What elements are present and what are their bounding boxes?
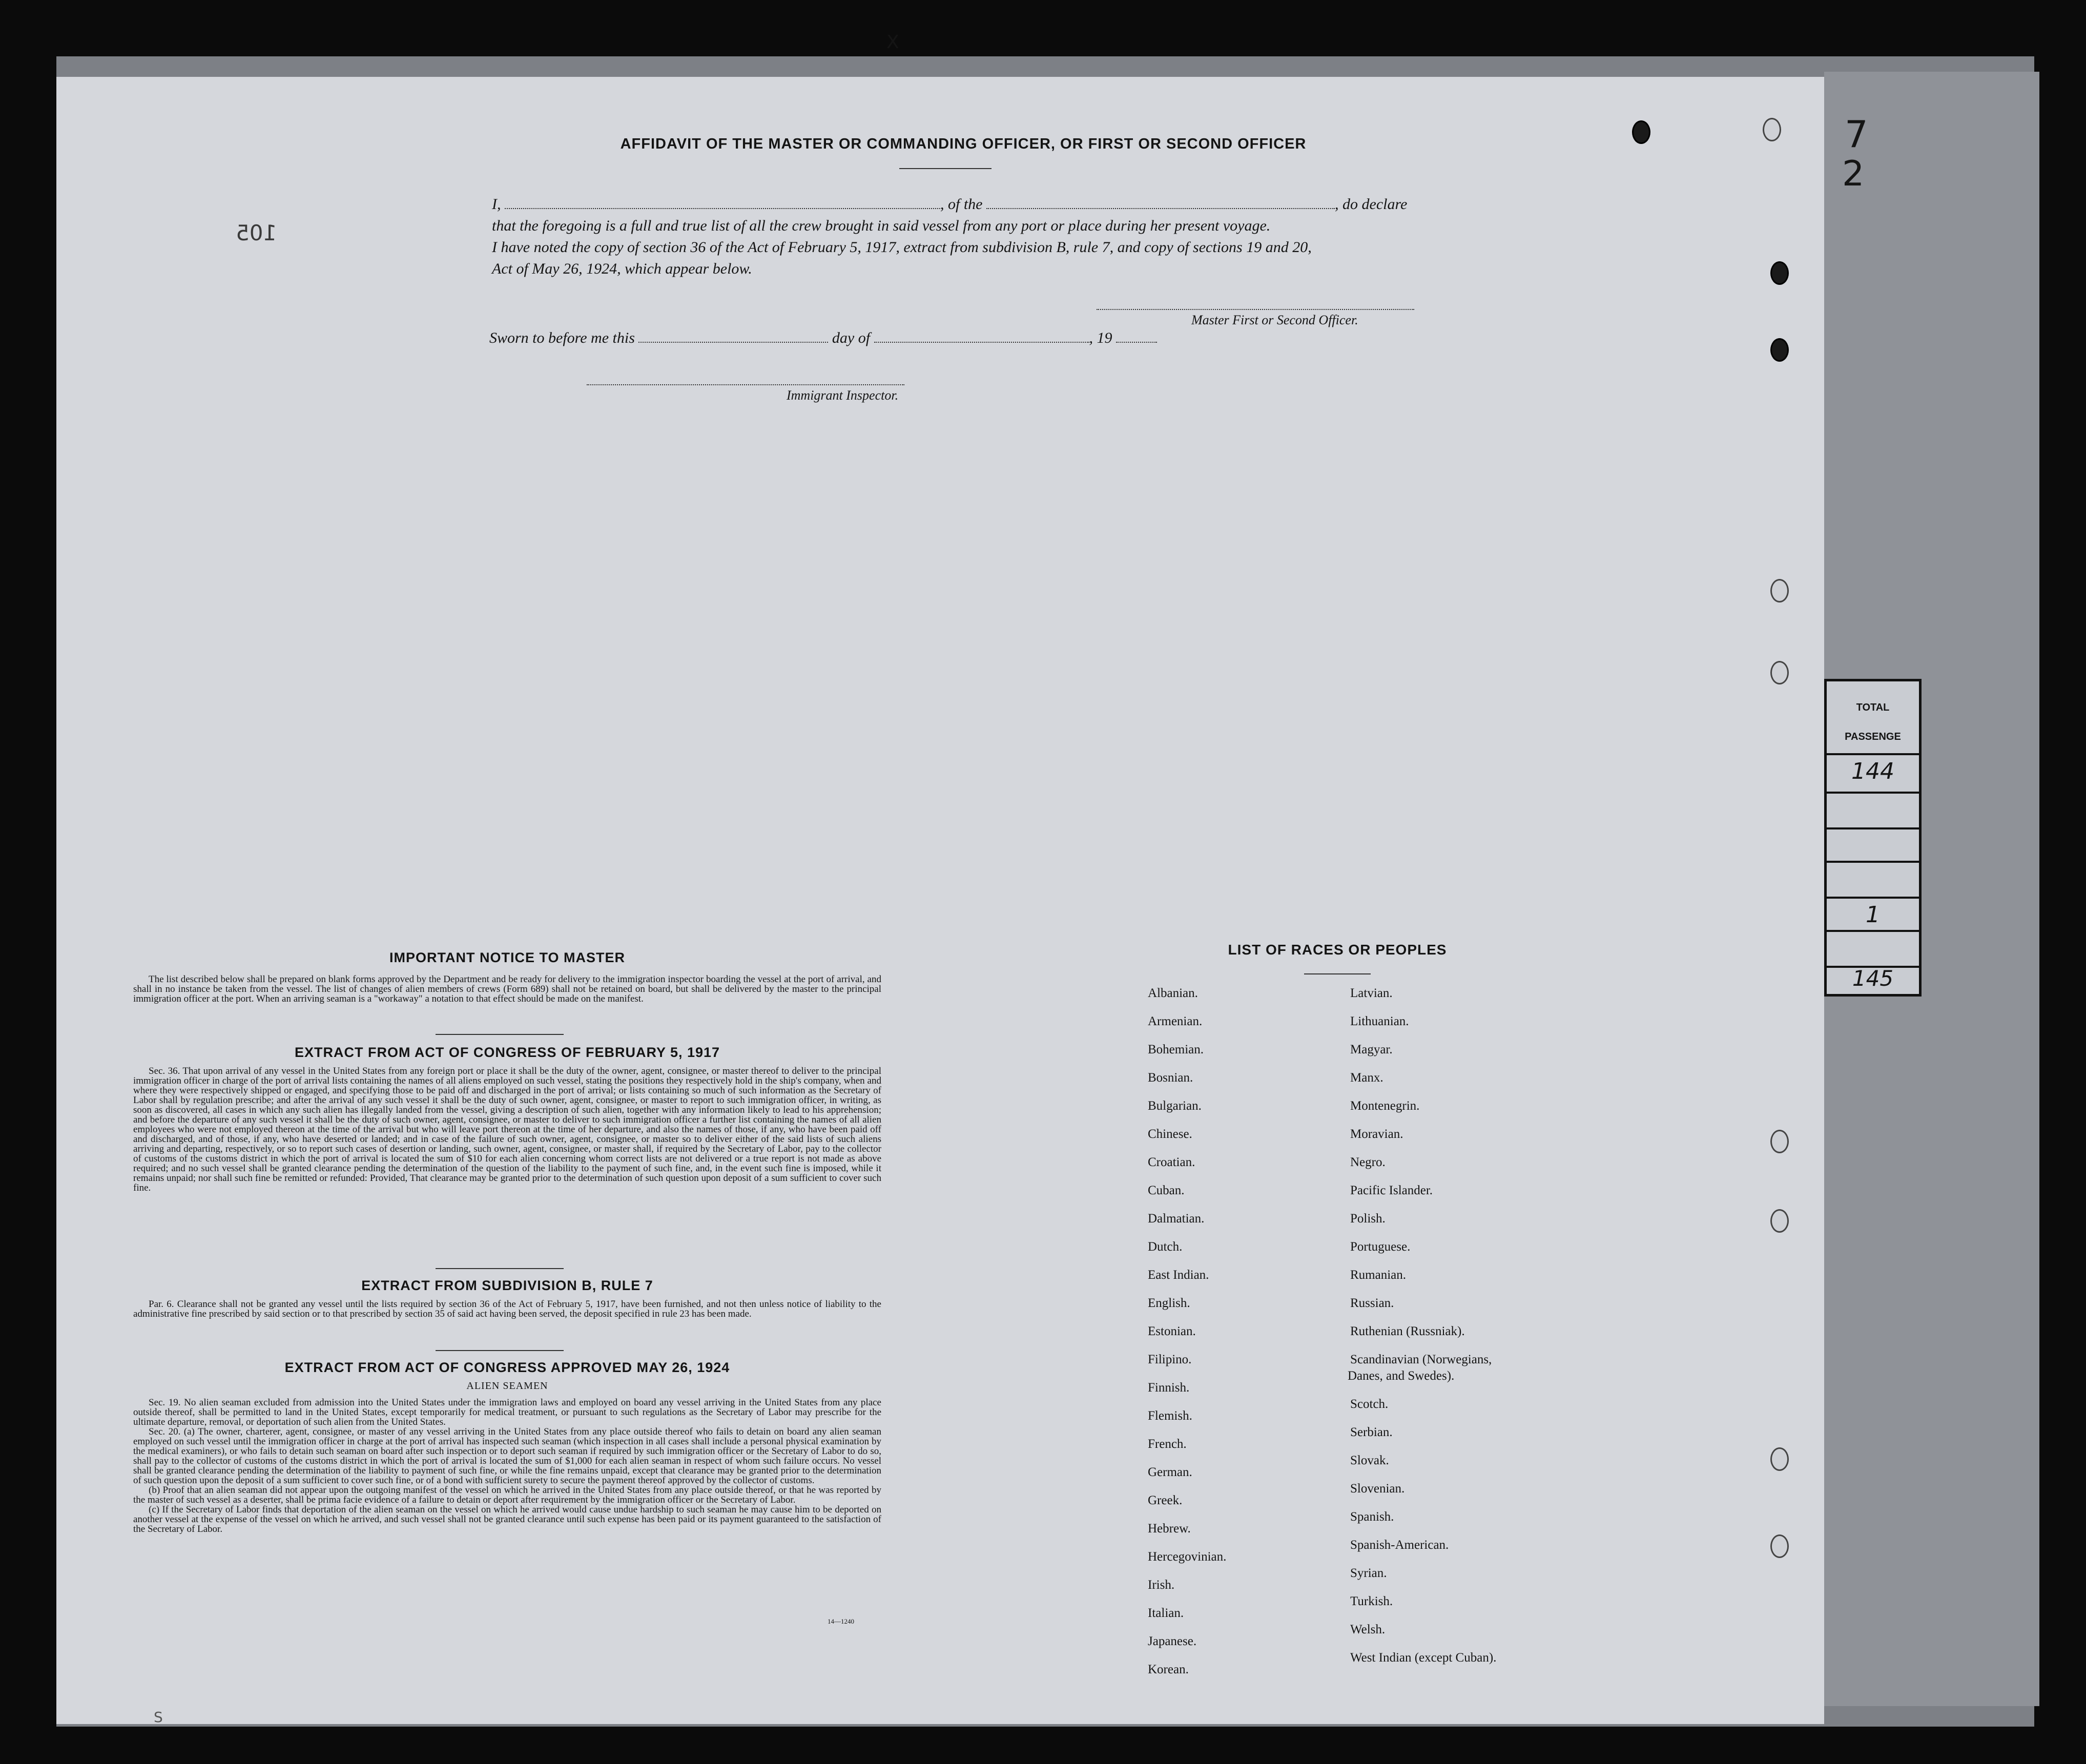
punch-hole: [1770, 261, 1789, 285]
affidavit-line-2: that the foregoing is a full and true list of all the crew brought in said vessel from any port or place during her present voyage.: [492, 217, 1271, 234]
extract-1917-section: [133, 1045, 881, 1193]
race-item: Hebrew.: [1148, 1522, 1191, 1535]
vessel-field[interactable]: [986, 197, 1335, 209]
race-item: West Indian (except Cuban).: [1350, 1651, 1497, 1665]
race-item: Albanian.: [1148, 986, 1198, 1000]
race-item: Dutch.: [1148, 1240, 1183, 1254]
race-item: Flemish.: [1148, 1409, 1192, 1423]
sworn-year: , 19: [1089, 329, 1112, 346]
sec-20b-text: (b) Proof that an alien seaman did not appear upon the outgoing manifest of the vessel on which he arrived in the United States from any place outside thereof, or that he was reported by the master of such vessel as a deserter, shall be prima facie evidence of a failure to detain or deport after requirement by the immigration officer or the Secretary of Labor.: [133, 1485, 881, 1505]
race-item: Slovak.: [1350, 1454, 1389, 1467]
punch-hole: [1763, 118, 1781, 141]
tally-value-2: 1: [1866, 902, 1880, 928]
race-item: Serbian.: [1350, 1425, 1393, 1439]
sec-19-text: Sec. 19. No alien seaman excluded from admission into the United States under the immigration laws and employed on board any vessel arriving in the United States from any place outside thereof, shall be permitted to land in the United States, except temporarily for medical treatment, or pursuant to such regulations as the Secretary of Labor may prescribe for the ultimate departure, removal, or deportation of such alien from the United States.: [133, 1397, 881, 1427]
affidavit-title: AFFIDAVIT OF THE MASTER OR COMMANDING OFFICER, OR FIRST OR SECOND OFFICER: [620, 136, 1307, 152]
race-item: Turkish.: [1350, 1594, 1393, 1608]
sworn-line: [489, 329, 1157, 347]
race-item: Lithuanian.: [1350, 1014, 1409, 1028]
name-field[interactable]: [505, 197, 940, 209]
race-item: Portuguese.: [1350, 1240, 1411, 1254]
form-number: 14—1240: [828, 1617, 854, 1625]
race-item: Moravian.: [1350, 1127, 1403, 1141]
affidavit-i: I,: [492, 196, 501, 213]
race-item: Cuban.: [1148, 1184, 1185, 1197]
top-x-mark: X: [886, 32, 899, 53]
section-rule: [436, 1350, 564, 1351]
races-title: LIST OF RACES OR PEOPLES: [1228, 942, 1447, 958]
race-item: English.: [1148, 1296, 1190, 1310]
notice-section: [133, 950, 881, 1004]
race-item: Montenegrin.: [1350, 1099, 1420, 1113]
sworn-day-of: day of: [832, 329, 871, 346]
race-item: Polish.: [1350, 1212, 1386, 1226]
extract-1924-title: EXTRACT FROM ACT OF CONGRESS APPROVED MAY 26, 1924: [284, 1360, 730, 1375]
sworn-month-field[interactable]: [874, 330, 1089, 343]
section-rule: [436, 1034, 564, 1035]
title-rule: [899, 168, 992, 169]
race-item: Ruthenian (Russniak).: [1350, 1324, 1465, 1338]
race-item: Syrian.: [1350, 1566, 1387, 1580]
race-item: German.: [1148, 1465, 1192, 1479]
sec-20c-text: (c) If the Secretary of Labor finds that deportation of the alien seaman on the vessel on which he arrived would cause undue hardship to such seaman he may cause him to be deported on another vessel at the expense of the vessel on which he arrived, and such vessel shall not be granted clearance until such expense has been paid or its payment guaranteed to the satisfaction of the Secretary of Labor.: [133, 1504, 881, 1534]
bottom-mark: S: [154, 1709, 163, 1726]
race-item: Bosnian.: [1148, 1071, 1193, 1085]
rule7-text: Par. 6. Clearance shall not be granted any vessel until the lists required by section 36 of the Act of February 5, 1917, have been furnished, and not then unless notice of liability to the administrative fine prescribed by said section or to that prescribed by section 35 of said act having been served, the deposit specified in rule 23 has been made.: [133, 1299, 881, 1319]
race-item: Latvian.: [1350, 986, 1393, 1000]
race-item: East Indian.: [1148, 1268, 1209, 1282]
passenger-tally-box: [1824, 679, 1922, 997]
races-title-rule: [1304, 973, 1371, 974]
rule7-title: EXTRACT FROM SUBDIVISION B, RULE 7: [361, 1278, 653, 1293]
race-item: Rumanian.: [1350, 1268, 1407, 1282]
race-item: Irish.: [1148, 1578, 1175, 1592]
inspector-label: Immigrant Inspector.: [787, 388, 899, 403]
affidavit-text: [492, 194, 1435, 280]
margin-digit-2: 2: [1842, 154, 1865, 194]
extract-1924-section: [133, 1360, 881, 1534]
extract-1924-subtitle: ALIEN SEAMEN: [466, 1380, 548, 1392]
race-item: Manx.: [1350, 1071, 1383, 1085]
sec-20a-text: Sec. 20. (a) The owner, charterer, agent, consignee, or master of any vessel arriving in the United States from any place outside thereof who fails to detain on board any alien seaman employed on such vessel until the immigration officer in charge at the port of arrival has inspected such seaman (which inspection in all cases shall include a personal physical examination by the medical examiners), or who fails to detain such seaman on board after such inspection or to deport such seaman if required by such immigration officer or the Secretary of Labor to do so, shall pay to the collector of customs of the customs district in which the port of arrival is located the sum of $1,000 for each alien seaman in respect of whom such failure occurs. No vessel shall be granted clearance pending the determination of the liability to payment of such fine, or while the fine remains unpaid, except that clearance may be granted prior to the determination of such question upon the deposit of a sum sufficient to cover such fine, or of a bond with sufficient surety to secure the payment thereof approved by the collector of customs.: [133, 1426, 881, 1486]
extract-1917-title: EXTRACT FROM ACT OF CONGRESS OF FEBRUARY 5, 1917: [294, 1045, 720, 1060]
affidavit-of-the: , of the: [940, 196, 983, 213]
race-item: Russian.: [1350, 1296, 1394, 1310]
race-item: Scandinavian (Norwegians,: [1350, 1353, 1492, 1366]
affidavit-declare: , do declare: [1335, 196, 1408, 213]
race-item: Welsh.: [1350, 1623, 1386, 1636]
sworn-day-field[interactable]: [638, 330, 828, 343]
tally-value-3: 145: [1852, 966, 1894, 991]
race-item: Magyar.: [1350, 1043, 1393, 1056]
affidavit-line-4: Act of May 26, 1924, which appear below.: [492, 260, 752, 277]
race-item: French.: [1148, 1437, 1187, 1451]
race-item: Armenian.: [1148, 1014, 1203, 1028]
race-item: Croatian.: [1148, 1155, 1195, 1169]
race-item: Bulgarian.: [1148, 1099, 1202, 1113]
notice-title: IMPORTANT NOTICE TO MASTER: [389, 950, 625, 965]
sworn-year-field[interactable]: [1116, 330, 1157, 343]
race-item: Finnish.: [1148, 1381, 1190, 1395]
race-item: Italian.: [1148, 1606, 1184, 1620]
tally-value-1: 144: [1851, 758, 1894, 784]
race-item: Filipino.: [1148, 1353, 1192, 1366]
race-item: Scotch.: [1350, 1397, 1389, 1411]
punch-hole: [1770, 1447, 1789, 1471]
race-item: Pacific Islander.: [1350, 1184, 1433, 1197]
notice-text: The list described below shall be prepared on blank forms approved by the Department and be ready for delivery to the immigration inspector boarding the vessel at the port of arrival, and shall in no instance be taken from the vessel. The list of changes of alien members of crews (Form 689) shall not be retained on board, but shall be delivered by the master to the principal immigration officer at the port. When an arriving seaman is a "workaway" a notation to that effect should be made on the manifest.: [133, 974, 881, 1004]
master-signature-label: Master First or Second Officer.: [1191, 313, 1358, 327]
race-item: Greek.: [1148, 1493, 1183, 1507]
race-item: Dalmatian.: [1148, 1212, 1205, 1226]
margin-digit-1: 7: [1845, 113, 1868, 156]
section-rule: [436, 1268, 564, 1269]
punch-hole: [1770, 1209, 1789, 1233]
punch-hole: [1770, 661, 1789, 684]
race-item: Estonian.: [1148, 1324, 1196, 1338]
punch-hole: [1770, 338, 1789, 362]
affidavit-line-3: I have noted the copy of section 36 of the Act of February 5, 1917, extract from subdivision B, rule 7, and copy of sections 19 and 20,: [492, 239, 1312, 256]
race-item: Spanish.: [1350, 1510, 1394, 1524]
punch-hole: [1632, 120, 1650, 144]
punch-hole: [1770, 1534, 1789, 1558]
race-item: Danes, and Swedes).: [1348, 1369, 1455, 1383]
race-item: Hercegovinian.: [1148, 1550, 1227, 1564]
tally-label-passengers: PASSENGE: [1845, 731, 1901, 742]
race-item: Spanish-American.: [1350, 1538, 1449, 1552]
tally-label-total: TOTAL: [1856, 702, 1890, 713]
stamp-number: 105: [236, 220, 277, 245]
race-item: Japanese.: [1148, 1634, 1197, 1648]
race-item: Slovenian.: [1350, 1482, 1405, 1496]
master-signature-line[interactable]: [1097, 309, 1414, 310]
punch-hole: [1770, 1130, 1789, 1153]
race-item: Negro.: [1350, 1155, 1386, 1169]
extract-1917-text: Sec. 36. That upon arrival of any vessel in the United States from any foreign port or place it shall be the duty of the owner, agent, consignee, or master thereof to deliver to the principal immigration officer in charge of the port of arrival lists containing the names of all aliens employed on such vessel, stating the positions they respectively hold in the ship's company, when and where they were respectively shipped or engaged, and specifying those to be paid off and discharged in the port of arrival; or lists containing so much of such information as the Secretary of Labor shall by regulation prescribe; and after the arrival of any such vessel it shall be the duty of such owner, agent, consignee, or master to report to such immigration officer, in writing, as soon as discovered, all cases in which any such alien has illegally landed from the vessel, giving a description of such alien, together with any information likely to lead to his apprehension; and before the departure of any such vessel it shall be the duty of such owner, agent, consignee, or master to deliver to such immigration officer a further list containing the names of all alien employees who were not employed thereon at the time of the arrival but who will leave port thereon at the time of her departure, and also the names of those, if any, who have been paid off and discharged, and of those, if any, who have deserted or landed; and in case of the failure of such owner, agent, consignee, or master so to deliver either of the said lists of such aliens arriving and departing, respectively, or so to report such cases of desertion or landing, such owner, agent, consignee, or master shall, if required by the Secretary of Labor, pay to the collector of customs of the customs district in which the port of arrival is located the sum of $10 for each alien concerning whom correct lists are not delivered or a true report is not made as above required; and no such vessel shall be granted clearance pending the determination of the question of the liability to the payment of such fine, and, in the event such fine is imposed, while it remains unpaid; nor shall such fine be remitted or refunded: Provided, That clearance may be granted prior to the determination of such question upon deposit of a sum sufficient to cover such fine.: [133, 1066, 881, 1193]
rule7-section: [133, 1278, 881, 1319]
sworn-prefix: Sworn to before me this: [489, 329, 635, 346]
inspector-signature-line[interactable]: [587, 384, 904, 385]
race-item: Bohemian.: [1148, 1043, 1204, 1056]
race-item: Korean.: [1148, 1663, 1189, 1676]
race-item: Chinese.: [1148, 1127, 1192, 1141]
punch-hole: [1770, 579, 1789, 603]
